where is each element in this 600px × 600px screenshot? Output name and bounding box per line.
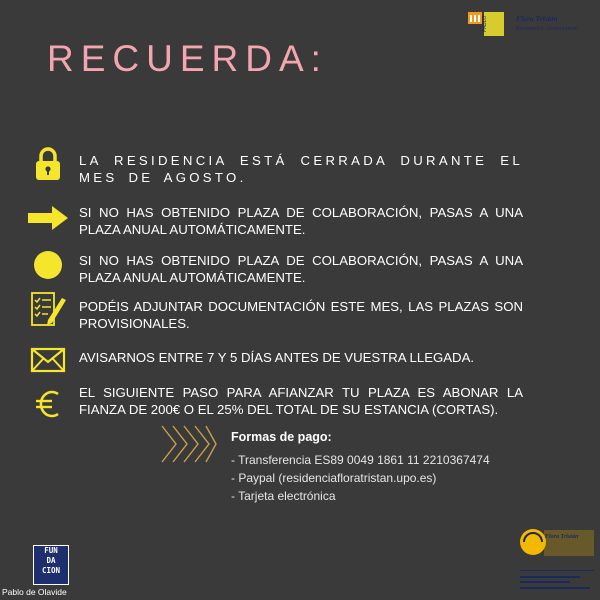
list-item-text: AVISARNOS ENTRE 7 Y 5 DÍAS ANTES DE VUESTRA LLEGADA. [79,350,475,365]
list-item-text: SI NO HAS OBTENIDO PLAZA DE COLABORACIÓN, PASAS A UNA PLAZA ANUAL AUTOMÁTICAMENTE. [79,253,523,285]
euro-icon [28,386,68,422]
residencia-logo-name: Flora Tristán [516,14,558,23]
lock-icon [28,146,68,182]
payment-method: - Tarjeta electrónica [231,489,336,503]
envelope-icon [28,342,68,378]
list-item-text: EL SIGUIENTE PASO PARA AFIANZAR TU PLAZA ES ABONAR LA FIANZA DE 200€ O EL 25% DEL TOTAL DE SU ESTANCIA (CORTAS). [79,385,523,417]
residencia-logo [468,12,588,40]
list-item-text: SI NO HAS OBTENIDO PLAZA DE COLABORACIÓN, PASAS A UNA PLAZA ANUAL AUTOMÁTICAMENTE. [79,205,523,237]
chevrons-icon [160,424,218,464]
residencia-logo-bottom-name: Flora Tristán [545,534,579,540]
payment-method: - Transferencia ES89 0049 1861 11 2210367474 [231,453,490,467]
list-item-text: LA RESIDENCIA ESTÁ CERRADA DURANTE EL MES DE AGOSTO. [79,153,523,185]
svg-text:PABLO: PABLO [482,15,488,32]
payment-methods [231,430,490,505]
payment-heading: Formas de pago: [231,430,332,444]
arrow-right-icon [28,200,68,236]
list-item-text: PODÉIS ADJUNTAR DOCUMENTACIÓN ESTE MES, LAS PLAZAS SON PROVISIONALES. [79,299,523,331]
fundacion-caption: Pablo de Olavide [2,587,67,597]
residencia-logo-icon [468,12,512,38]
fundacion-logo-line: FUN [44,546,58,555]
page-title: RECUERDA: [47,38,328,79]
residencia-logo-bottom [518,526,596,596]
payment-method: - Paypal (residenciafloratristan.upo.es) [231,471,437,485]
document-pen-icon [28,292,68,328]
circle-icon [28,247,68,283]
fundacion-logo [33,545,69,585]
residencia-logo-subtitle: Residencia Universitaria [516,26,578,32]
fundacion-logo-line: DA [46,556,56,565]
fundacion-logo-line: CION [41,566,61,575]
